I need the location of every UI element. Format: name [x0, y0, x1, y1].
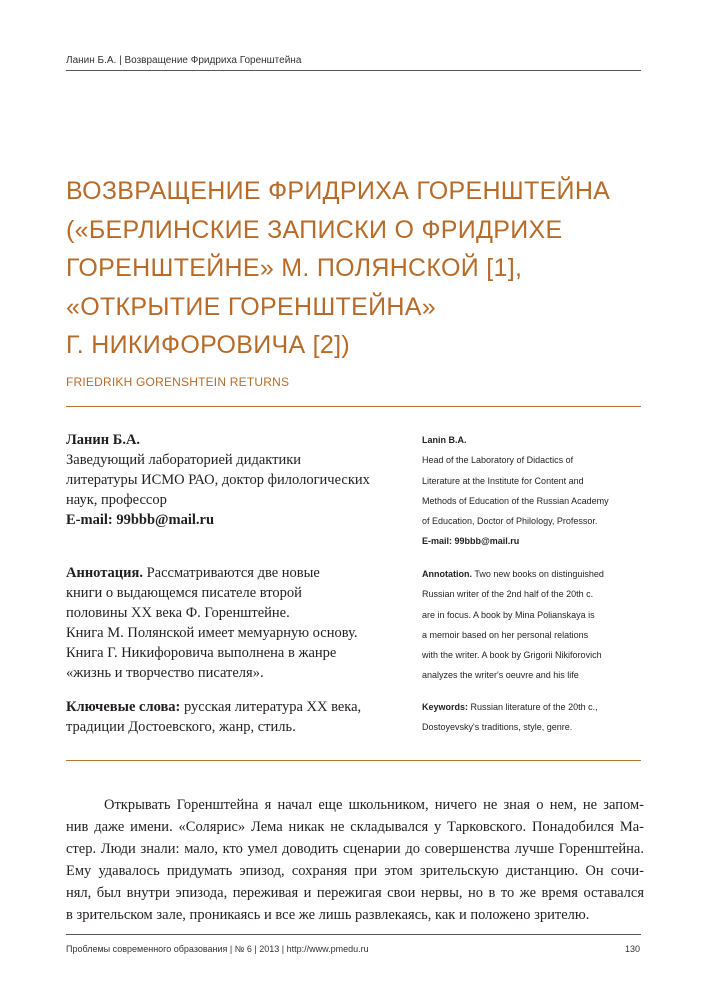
keywords-label-ru: Ключевые слова:: [66, 699, 181, 715]
body-line: Открывать Горенштейна я начал еще школьником, ничего не зная о нем, не запом-: [104, 797, 644, 813]
journal-footer: Проблемы современного образования | № 6 | 2013 | http://www.pmedu.ru: [66, 944, 369, 954]
abstract-en-line: are in focus. A book by Mina Polianskaya is: [422, 609, 595, 620]
article-title: [66, 172, 646, 365]
article-subtitle: FRIEDRIKH GORENSHTEIN RETURNS: [66, 375, 290, 389]
keywords-ru-line: традиции Достоевского, жанр, стиль.: [66, 719, 296, 735]
abstract-en-line: Russian writer of the 2nd half of the 20th c.: [422, 589, 594, 600]
author-affiliation-en: Methods of Education of the Russian Academy: [422, 495, 609, 506]
keywords-en-line: Keywords: Russian literature of the 20th c.,: [422, 702, 598, 712]
footer-rule: [66, 934, 641, 935]
author-affiliation-ru: литературы ИСМО РАО, доктор филологических: [66, 472, 370, 488]
title-line: ВОЗВРАЩЕНИЕ ФРИДРИХА ГОРЕНШТЕЙНА: [66, 177, 611, 205]
keywords-label-en: Keywords:: [422, 702, 469, 712]
abstract-ru-line: Книга Г. Никифоровича выполнена в жанре: [66, 645, 337, 661]
abstract-ru-line: Книга М. Полянской имеет мемуарную основу.: [66, 625, 358, 641]
title-rule: [66, 406, 641, 407]
author-name-en: Lanin B.A.: [422, 435, 467, 445]
title-line: ГОРЕНШТЕЙНЕ» М. ПОЛЯНСКОЙ [1],: [66, 254, 523, 282]
abstract-en-line: with the writer. A book by Grigorii Nikiforovich: [422, 650, 602, 661]
author-affiliation-en: Head of the Laboratory of Didactics of: [422, 455, 574, 466]
keywords-en-line: Dostoyevsky's traditions, style, genre.: [422, 722, 573, 733]
body-line: нив даже имени. «Солярис» Лема никак не складывался у Тарковского. Понадобился Ма-: [66, 819, 644, 835]
abstract-en-line: analyzes the writer's oeuvre and his life: [422, 670, 579, 681]
keywords-en: [422, 697, 652, 738]
abstract-label-en: Annotation.: [422, 569, 472, 579]
author-affiliation-en: Literature at the Institute for Content and: [422, 475, 584, 486]
author-email-ru[interactable]: E-mail: 99bbb@mail.ru: [66, 512, 215, 528]
abstract-label-ru: Аннотация.: [66, 565, 143, 581]
abstract-ru-line: книги о выдающемся писателе второй: [66, 585, 302, 601]
body-line: нял, был внутри эпизода, переживая и пережигая свои нервы, но в то же время оставался: [66, 885, 644, 901]
abstract-ru-line: половины XX века Ф. Горенштейне.: [66, 605, 290, 621]
page-number: 130: [625, 944, 641, 954]
keywords-ru-line: Ключевые слова: русская литература XX века,: [66, 699, 362, 715]
author-affiliation-ru: Заведующий лабораторией дидактики: [66, 452, 302, 468]
author-affiliation-en: of Education, Doctor of Philology, Professor.: [422, 516, 598, 527]
author-email-en[interactable]: E-mail: 99bbb@mail.ru: [422, 536, 520, 547]
abstract-ru: [66, 563, 416, 683]
abstract-en-line: a memoir based on her personal relations: [422, 629, 589, 640]
body-paragraph: [66, 794, 644, 926]
abstract-en: [422, 564, 652, 686]
body-line: в зрительском зале, проникаясь и все же лишь развлекаясь, как и положено зрителю.: [66, 907, 590, 923]
title-line: («БЕРЛИНСКИЕ ЗАПИСКИ О ФРИДРИХЕ: [66, 215, 563, 244]
abstract-ru-line: «жизнь и творчество писателя».: [66, 665, 264, 681]
title-line: «ОТКРЫТИЕ ГОРЕНШТЕЙНА»: [66, 292, 436, 321]
title-line: Г. НИКИФОРОВИЧА [2]): [66, 331, 351, 359]
abstract-ru-line: Аннотация. Рассматриваются две новые: [66, 565, 320, 581]
abstract-en-line: Annotation. Two new books on distinguished: [422, 569, 604, 579]
author-block-ru: [66, 430, 416, 530]
author-affiliation-ru: наук, профессор: [66, 492, 167, 508]
section-rule: [66, 760, 641, 761]
body-line: Ему удавалось придумать эпизод, сохраняя при этом зрительскую дистанцию. Он сочи-: [66, 863, 644, 879]
header-rule: [66, 70, 641, 71]
keywords-ru: [66, 697, 416, 737]
running-head: Ланин Б.А. | Возвращение Фридриха Горенштейна: [66, 55, 302, 66]
author-block-en: [422, 430, 652, 552]
author-name-ru: Ланин Б.А.: [66, 432, 141, 448]
body-line: стер. Люди знали: мало, кто умел доводить сценарии до совершенства лучше Горенштейна.: [66, 841, 644, 857]
